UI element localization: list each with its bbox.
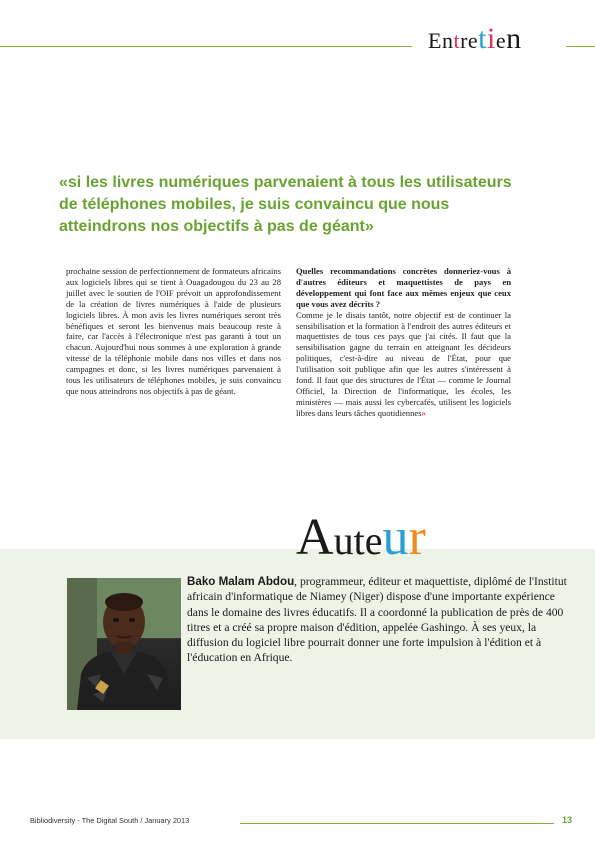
article-column-left <box>66 266 281 397</box>
section-title-letter-5: t <box>478 22 488 55</box>
section-title-letter-0: E <box>428 28 442 53</box>
footer-rule <box>240 823 554 824</box>
author-title-letter-3: e <box>364 518 383 563</box>
article-column-right <box>296 266 511 419</box>
author-section-title <box>296 508 426 571</box>
section-title-letter-4: e <box>467 28 479 53</box>
author-title-letter-0: A <box>296 509 334 566</box>
end-mark: » <box>421 407 426 418</box>
interview-question: Quelles recommandations concrètes donneriez-vous à d'autres éditeurs et maquettistes de pays en développement qui font face aux mêmes enjeux que ceux que vous avez décrits ? <box>296 266 511 309</box>
header-rule-left <box>0 46 412 47</box>
interview-answer-text: Comme je le disais tantôt, notre objectif est de continuer la sensibilisation et la formation à l'endroit des autres éditeurs et maquettistes de tous ces pays que j'ai cités. Il faut que la sensibilisation gagne du terrain en atteignant les décideurs politiques, c'est-à-dire au niveau de l'État, pour que l'utilisation soit publique afin que les autres s'intéressent à fond. Il faut que des structures de l'État — comme le Journal Officiel, la Direction de l'informatique, les écoles, les ministères — mais aussi les cybercafés, utilisent les logiciels libres dans leurs tâches quotidiennes <box>296 309 511 418</box>
section-title-letter-1: n <box>441 28 454 53</box>
section-title-letter-7: e <box>495 28 507 53</box>
section-title-entretien <box>428 22 522 62</box>
page-number: 13 <box>562 815 573 825</box>
section-title-letter-2: t <box>453 28 461 53</box>
header-rule-right <box>566 46 595 47</box>
left-column-text: prochaine session de perfectionnement de formateurs africains aux logiciels libres qui se tient à Ouagadougou du 23 au 28 juillet avec le soutien de l'OIF prévoit un approfondissement de la création de livres numériques à l'aide de plusieurs logiciels libres. À mon avis les livres numériques seront très bénéfiques et seront les bienvenus mais beaucoup reste à faire, car l'accès à l'électronique n'est pas garanti à tout un chacun. Aujourd'hui nous sommes à une exploration à grande vitesse de la téléphonie mobile dans nos villes et dans nos campagnes et donc, si les livres numériques parvenaient à tous les utilisateurs de téléphones mobiles, je suis convaincu que nous atteindrons nos objectifs à pas de géant. <box>66 266 281 396</box>
author-title-letter-1: u <box>333 518 354 563</box>
author-title-letter-2: t <box>353 518 365 563</box>
author-title-letter-5: r <box>408 509 426 566</box>
author-bio-text: , programmeur, éditeur et maquettiste, diplômé de l'Institut africain d'informatique de Niamey (Niger) dispose d'une importante expérience dans le domaine des livres éducatifs. Il a coordonné la publication de près de 400 titres et a créé sa propre maison d'édition, appelée Gashingo. À ses yeux, la diffusion du logiciel libre pourrait donner une forte impulsion à l'édition et à l'éducation en Afrique. <box>187 575 567 665</box>
section-title-letter-3: r <box>460 28 468 53</box>
author-title-letter-4: u <box>382 509 409 566</box>
author-bio <box>187 574 577 666</box>
author-photo <box>67 578 181 710</box>
section-title-letter-8: n <box>506 22 522 55</box>
pull-quote: «si les livres numériques parvenaient à tous les utilisateurs de téléphones mobiles, je suis convaincu que nous atteindrons nos objectifs à pas de géant» <box>59 174 512 235</box>
interview-answer <box>296 310 511 419</box>
author-name: Bako Malam Abdou <box>187 575 295 588</box>
section-title-letter-6: i <box>487 22 496 55</box>
footer-publication: Bibliodiversity - The Digital South / January 2013 <box>30 816 190 825</box>
